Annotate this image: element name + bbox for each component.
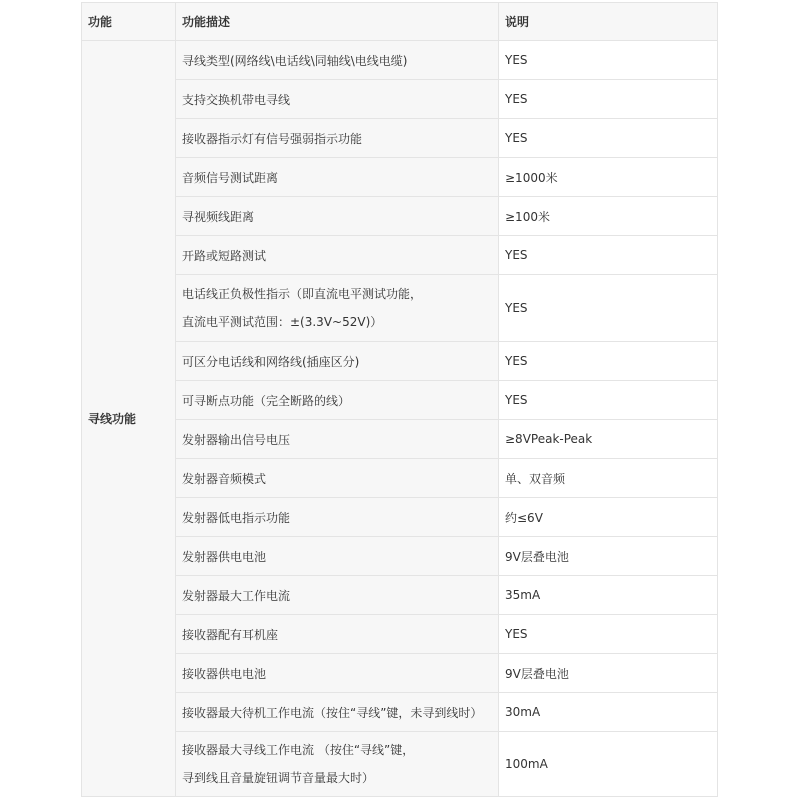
description-line: 接收器供电电池 bbox=[182, 666, 267, 681]
note-cell: YES bbox=[499, 275, 718, 342]
description-cell bbox=[176, 732, 499, 797]
table-row bbox=[82, 498, 718, 537]
note-cell: YES bbox=[499, 342, 718, 381]
description-line: 发射器音频模式 bbox=[182, 471, 267, 486]
description-cell bbox=[176, 80, 499, 119]
note-cell: YES bbox=[499, 236, 718, 275]
description-line: 寻视频线距离 bbox=[182, 209, 255, 224]
table-row bbox=[82, 197, 718, 236]
description-line: 电话线正负极性指示（即直流电平测试功能， bbox=[182, 287, 423, 301]
description-cell bbox=[176, 537, 499, 576]
description-cell bbox=[176, 236, 499, 275]
table-row bbox=[82, 275, 718, 342]
description-line: 可区分电话线和网络线(插座区分) bbox=[182, 354, 360, 369]
description-cell bbox=[176, 459, 499, 498]
table-row bbox=[82, 41, 718, 80]
description-line: 发射器最大工作电流 bbox=[182, 588, 291, 603]
table-row bbox=[82, 342, 718, 381]
description-line: 接收器指示灯有信号强弱指示功能 bbox=[182, 131, 363, 146]
header-description: 功能描述 bbox=[176, 3, 499, 41]
spec-table bbox=[81, 2, 718, 797]
note-cell: 约≤6V bbox=[499, 498, 718, 537]
description-cell bbox=[176, 197, 499, 236]
category-cell: 寻线功能 bbox=[82, 41, 176, 797]
description-cell bbox=[176, 119, 499, 158]
note-cell: ≥1000米 bbox=[499, 158, 718, 197]
description-line: 发射器供电电池 bbox=[182, 549, 267, 564]
note-cell: 单、双音频 bbox=[499, 459, 718, 498]
description-cell bbox=[176, 420, 499, 459]
note-cell: 30mA bbox=[499, 693, 718, 732]
description-line: 开路或短路测试 bbox=[182, 248, 267, 263]
note-cell: 100mA bbox=[499, 732, 718, 797]
note-cell: ≥100米 bbox=[499, 197, 718, 236]
description-cell bbox=[176, 693, 499, 732]
table-header-row bbox=[82, 3, 718, 41]
table-row bbox=[82, 732, 718, 797]
description-cell bbox=[176, 158, 499, 197]
note-cell: YES bbox=[499, 80, 718, 119]
description-cell bbox=[176, 275, 499, 342]
description-line: 接收器配有耳机座 bbox=[182, 627, 279, 642]
description-line: 发射器低电指示功能 bbox=[182, 510, 291, 525]
description-cell bbox=[176, 615, 499, 654]
note-cell: ≥8VPeak-Peak bbox=[499, 420, 718, 459]
table-row bbox=[82, 381, 718, 420]
description-line: 寻线类型(网络线\电话线\同轴线\电线电缆) bbox=[182, 53, 408, 68]
table-row bbox=[82, 459, 718, 498]
description-cell bbox=[176, 381, 499, 420]
table-row bbox=[82, 693, 718, 732]
note-cell: 9V层叠电池 bbox=[499, 654, 718, 693]
note-cell: YES bbox=[499, 381, 718, 420]
table-row bbox=[82, 537, 718, 576]
table-row bbox=[82, 119, 718, 158]
note-cell: 9V层叠电池 bbox=[499, 537, 718, 576]
description-line: 直流电平测试范围：±(3.3V~52V)） bbox=[182, 315, 383, 329]
table-row bbox=[82, 576, 718, 615]
table-row bbox=[82, 615, 718, 654]
header-function: 功能 bbox=[82, 3, 176, 41]
description-line: 寻到线且音量旋钮调节音量最大时） bbox=[182, 771, 375, 785]
note-cell: YES bbox=[499, 615, 718, 654]
description-cell bbox=[176, 576, 499, 615]
description-line: 发射器输出信号电压 bbox=[182, 432, 291, 447]
table-row bbox=[82, 158, 718, 197]
description-line: 音频信号测试距离 bbox=[182, 170, 279, 185]
header-note: 说明 bbox=[499, 3, 718, 41]
note-cell: YES bbox=[499, 119, 718, 158]
description-line: 可寻断点功能（完全断路的线） bbox=[182, 393, 351, 408]
description-cell bbox=[176, 342, 499, 381]
table-body bbox=[82, 41, 718, 797]
note-cell: 35mA bbox=[499, 576, 718, 615]
table-row bbox=[82, 654, 718, 693]
description-line: 支持交换机带电寻线 bbox=[182, 92, 291, 107]
note-cell: YES bbox=[499, 41, 718, 80]
description-line: 接收器最大寻线工作电流 （按住“寻线”键， bbox=[182, 743, 415, 757]
table-row bbox=[82, 80, 718, 119]
table-row bbox=[82, 236, 718, 275]
description-line: 接收器最大待机工作电流（按住“寻线”键，未寻到线时） bbox=[182, 705, 483, 720]
description-cell bbox=[176, 654, 499, 693]
description-cell bbox=[176, 498, 499, 537]
table-row bbox=[82, 420, 718, 459]
description-cell bbox=[176, 41, 499, 80]
